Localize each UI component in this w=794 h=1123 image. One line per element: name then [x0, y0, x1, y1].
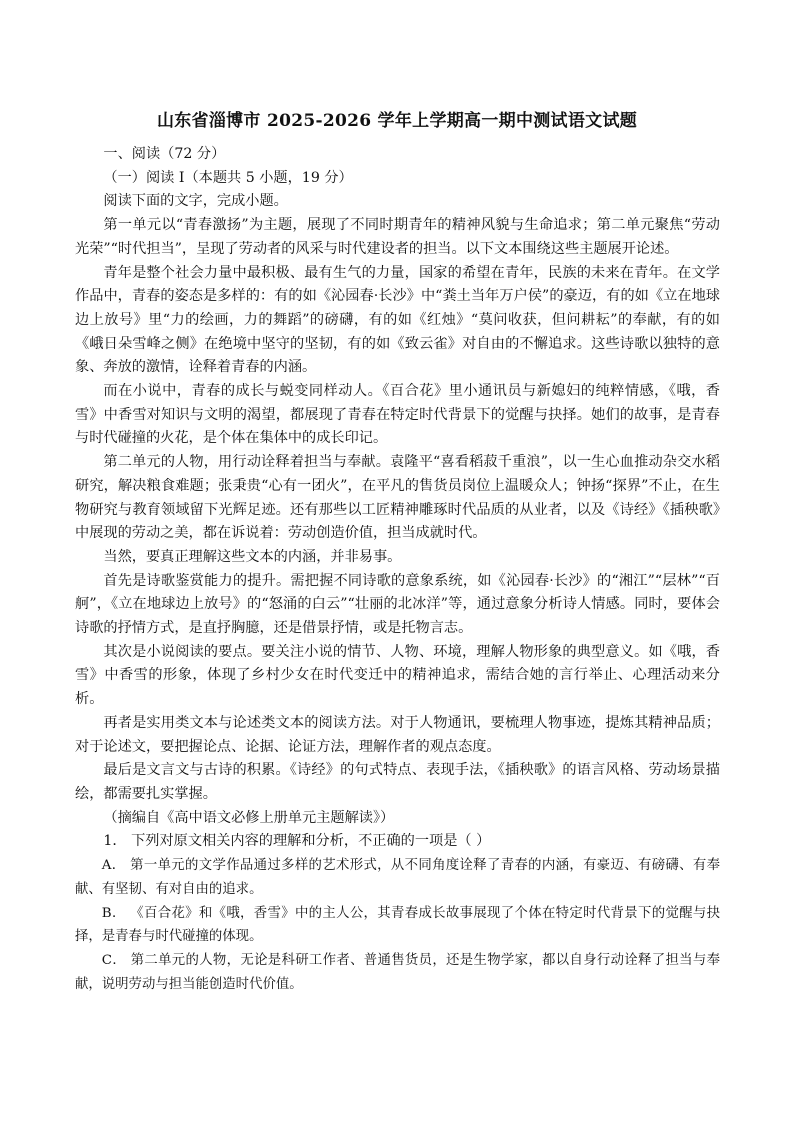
answer-option-a: A． 第一单元的文学作品通过多样的艺术形式，从不同角度诠释了青春的内涵，有豪迈、有磅礴、有奉献、有坚韧、有对自由的追求。 — [75, 858, 720, 897]
passage-paragraph: 青年是整个社会力量中最积极、最有生气的力量，国家的希望在青年，民族的未来在青年。在文学作品中，青春的姿态是多样的：有的如《沁园春·长沙》中“粪土当年万户侯”的豪迈，有的如《立在地球边上放号》里“力的绘画，力的舞蹈”的磅礴，有的如《红烛》“莫问收获，但问耕耘”的奉献，有的如《峨日朵雪峰之侧》在绝境中坚守的坚韧，有的如《致云雀》对自由的不懈追求。这些诗歌以独特的意象、奔放的激情，诠释着青春的内涵。 — [75, 264, 720, 376]
question-stem: 1． 下列对原文相关内容的理解和分析，不正确的一项是（ ） — [103, 833, 491, 850]
passage-source: （摘编自《高中语文必修上册单元主题解读》） — [103, 809, 395, 826]
passage-paragraph: 而在小说中，青春的成长与蜕变同样动人。《百合花》里小通讯员与新媳妇的纯粹情感，《哦，香雪》中香雪对知识与文明的渴望，都展现了青春在特定时代背景下的觉醒与抉择。她们的故事，是青春与时代碰撞的火花，是个体在集体中的成长印记。 — [75, 383, 720, 447]
passage-paragraph: 首先是诗歌鉴赏能力的提升。需把握不同诗歌的意象系统，如《沁园春·长沙》的“湘江”“层林”“百舸”，《立在地球边上放号》的“怒涌的白云”“壮丽的北冰洋”等，通过意象分析诗人情感。同时，要体会诗歌的抒情方式，是直抒胸臆，还是借景抒情，或是托物言志。 — [75, 572, 720, 637]
answer-option-c: C． 第二单元的人物，无论是科研工作者、普通售货员，还是生物学家，都以自身行动诠释了担当与奉献，说明劳动与担当能创造时代价值。 — [75, 952, 720, 992]
passage-paragraph: 第一单元以“青春激扬”为主题，展现了不同时期青年的精神风貌与生命追求；第二单元聚焦“劳动光荣”“时代担当”，呈现了劳动者的风采与时代建设者的担当。以下文本围绕这些主题展开论述。 — [75, 217, 720, 257]
passage-paragraph: 其次是小说阅读的要点。要关注小说的情节、人物、环境，理解人物形象的典型意义。如《哦，香雪》中香雪的形象，体现了乡村少女在时代变迁中的精神追求，需结合她的言行举止、心理活动来分析。 — [75, 643, 720, 708]
section-heading: 一、阅读（72 分） — [103, 146, 226, 162]
passage-paragraph: 再者是实用类文本与论述类文本的阅读方法。对于人物通讯，要梳理人物事迹，提炼其精神品质；对于论述文，要把握论点、论据、论证方法，理解作者的观点态度。 — [75, 714, 720, 755]
subsection-heading: （一）阅读 I（本题共 5 小题，19 分） — [103, 169, 353, 186]
passage-paragraph: 第二单元的人物，用行动诠释着担当与奉献。袁隆平“喜看稻菽千重浪”，以一生心血推动杂交水稻研究，解决粮食难题；张秉贵“心有一团火”，在平凡的售货员岗位上温暖众人；钟扬“探界”不止，在生物研究与教育领域留下光辉足迹。还有那些以工匠精神雕琢时代品质的从业者，以及《诗经》《插秧歌》中展现的劳动之美，都在诉说着：劳动创造价值，担当成就时代。 — [75, 454, 720, 542]
exam-content — [75, 143, 720, 996]
reading-instruction: 阅读下面的文字，完成小题。 — [103, 193, 288, 210]
passage-paragraph: 当然，要真正理解这些文本的内涵，并非易事。 — [103, 548, 402, 565]
passage-paragraph: 最后是文言文与古诗的积累。《诗经》的句式特点、表现手法，《插秧歌》的语言风格、劳动场景描绘，都需要扎实掌握。 — [75, 762, 720, 802]
answer-option-b: B． 《百合花》和《哦，香雪》中的主人公，其青春成长故事展现了个体在特定时代背景下的觉醒与抉择，是青春与时代碰撞的体现。 — [75, 905, 720, 945]
exam-title: 山东省淄博市 2025-2026 学年上学期高一期中测试语文试题 — [156, 111, 638, 131]
